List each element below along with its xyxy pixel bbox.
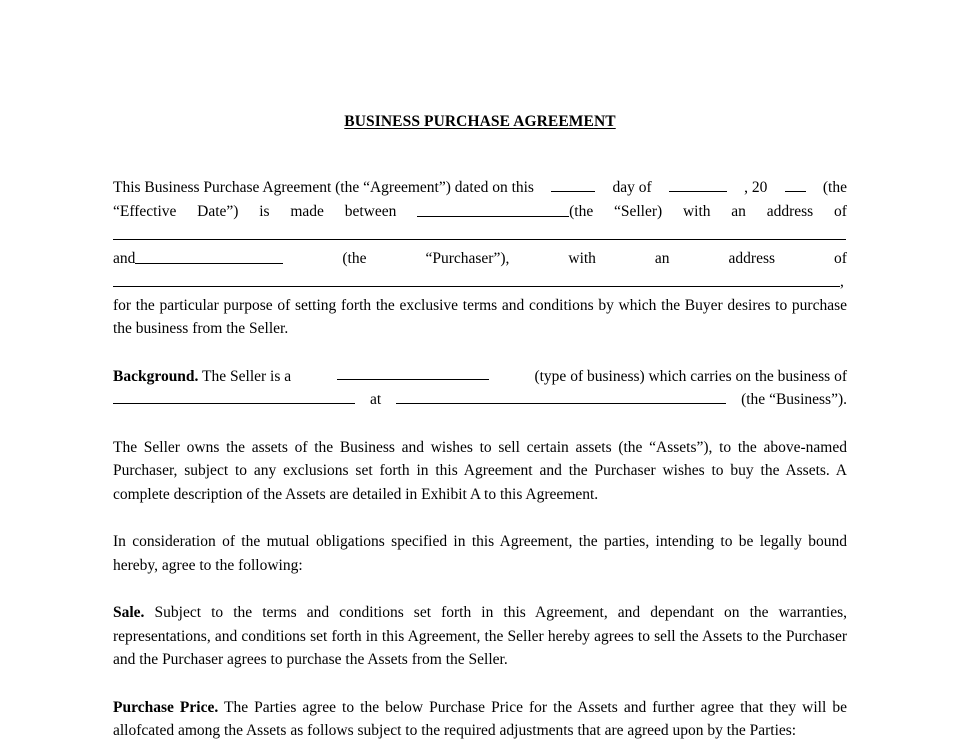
sale-section: [113, 601, 847, 672]
blank-seller-name[interactable]: [417, 201, 569, 217]
assets-paragraph: The Seller owns the assets of the Business and wishes to sell certain assets (the “Assets”), to the above-named Purchaser, subject to any exclusions set forth in this Agreement and the Purchaser wishes to buy the Assets. A complete description of the Assets are detailed in Exhibit A to this Agreement.: [113, 438, 847, 503]
background-lead-label: Background.: [113, 367, 199, 385]
intro-line-2-part-k: of: [833, 202, 847, 220]
consideration-paragraph: In consideration of the mutual obligations specified in this Agreement, the parties, intending to be legally bound hereby, agree to the following:: [113, 533, 847, 574]
background-text-d: (the “Business”).: [741, 391, 847, 408]
document-content: [113, 0, 847, 743]
intro-line-1-part-b: day of: [612, 179, 652, 196]
background-group-lead: [113, 365, 291, 389]
spacer-before-background: [113, 341, 847, 365]
purchase-price-lead-label: Purchase Price.: [113, 698, 219, 716]
blank-purchaser-name[interactable]: [135, 248, 283, 264]
intro-line-2-part-f: (the: [569, 202, 594, 220]
intro-line-1-row: [113, 176, 847, 200]
purchase-price-section-text: The Parties agree to the below Purchase Price for the Assets and further agree that they will be allofcated among the Assets as follows subject to the required adjustments that are agreed upon by the Parties:: [113, 698, 847, 739]
seller-address-rule-line: [113, 223, 847, 247]
blank-business-type[interactable]: [337, 365, 489, 381]
intro-line-3: [113, 247, 847, 271]
intro-line-3-part-f: address: [728, 249, 776, 267]
intro-line-2-part-h: with: [682, 202, 711, 220]
blank-seller-address[interactable]: [113, 224, 846, 240]
blank-day[interactable]: [551, 176, 595, 192]
seller-name-group: [417, 200, 593, 224]
background-line-2: [113, 388, 847, 412]
intro-line-1-part-a: This Business Purchase Agreement (the “Agreement”) dated on this: [113, 179, 534, 196]
spacer-before-assets: [113, 412, 847, 436]
page-title-text: BUSINESS PURCHASE AGREEMENT: [344, 113, 616, 130]
background-text-b: (type of business) which carries on the business of: [534, 367, 847, 385]
background-text-a: The Seller is a: [202, 367, 292, 385]
intro-line-3-part-a: and: [113, 249, 136, 267]
background-text-c: at: [369, 391, 382, 408]
blank-business-address[interactable]: [396, 388, 726, 404]
purchaser-address-rule-line: [113, 270, 847, 294]
intro-line-3-part-c: “Purchaser”),: [425, 249, 510, 267]
intro-line-2-row: [113, 200, 847, 224]
intro-line-2-part-c: is: [259, 202, 270, 220]
intro-line-1-part-d: (the: [822, 179, 847, 196]
intro-line-3-part-e: an: [654, 249, 670, 267]
intro-line-3-part-b: (the: [342, 249, 367, 267]
blank-year[interactable]: [785, 176, 806, 192]
intro-line-2-part-d: made: [290, 202, 324, 220]
spacer-before-consideration: [113, 506, 847, 530]
intro-line-2-part-b: Date”): [197, 202, 239, 220]
intro-line-2-part-i: an: [731, 202, 746, 220]
spacer-after-title: [113, 131, 847, 176]
intro-line-2-part-j: address: [766, 202, 814, 220]
intro-closing-text: for the particular purpose of setting forth the exclusive terms and conditions by which the Buyer desires to purchase the business from the Seller.: [113, 296, 847, 337]
background-line-1: [113, 365, 847, 389]
intro-line-1: [113, 176, 847, 200]
page-title: [113, 0, 847, 131]
intro-line-3-part-g: of: [834, 249, 847, 267]
blank-business-name[interactable]: [113, 388, 355, 404]
background-section: [113, 365, 847, 412]
intro-line-1-part-c: , 20: [744, 179, 768, 196]
intro-line-2-part-a: “Effective: [113, 202, 177, 220]
intro-line-3-row: [113, 247, 847, 271]
sale-section-text: Subject to the terms and conditions set forth in this Agreement, and dependant on the warranties, representations, and conditions set forth in this Agreement, the Seller hereby agrees to sell the Assets to the Purchaser and the Purchaser agrees to purchase the Assets from the Seller.: [113, 604, 848, 668]
spacer-before-purchase-price: [113, 672, 847, 696]
spacer-before-sale: [113, 577, 847, 601]
intro-line-2-part-g: “Seller): [613, 202, 663, 220]
purchase-price-section: [113, 696, 847, 743]
purchaser-name-group: [113, 247, 283, 271]
intro-line-2: [113, 200, 847, 224]
blank-purchaser-address[interactable]: [113, 271, 840, 287]
blank-month[interactable]: [669, 176, 727, 192]
sale-lead-label: Sale.: [113, 604, 145, 621]
purchaser-address-comma: ,: [840, 273, 844, 290]
intro-line-2-part-e: between: [344, 202, 397, 220]
intro-line-3-part-d: with: [568, 249, 596, 267]
